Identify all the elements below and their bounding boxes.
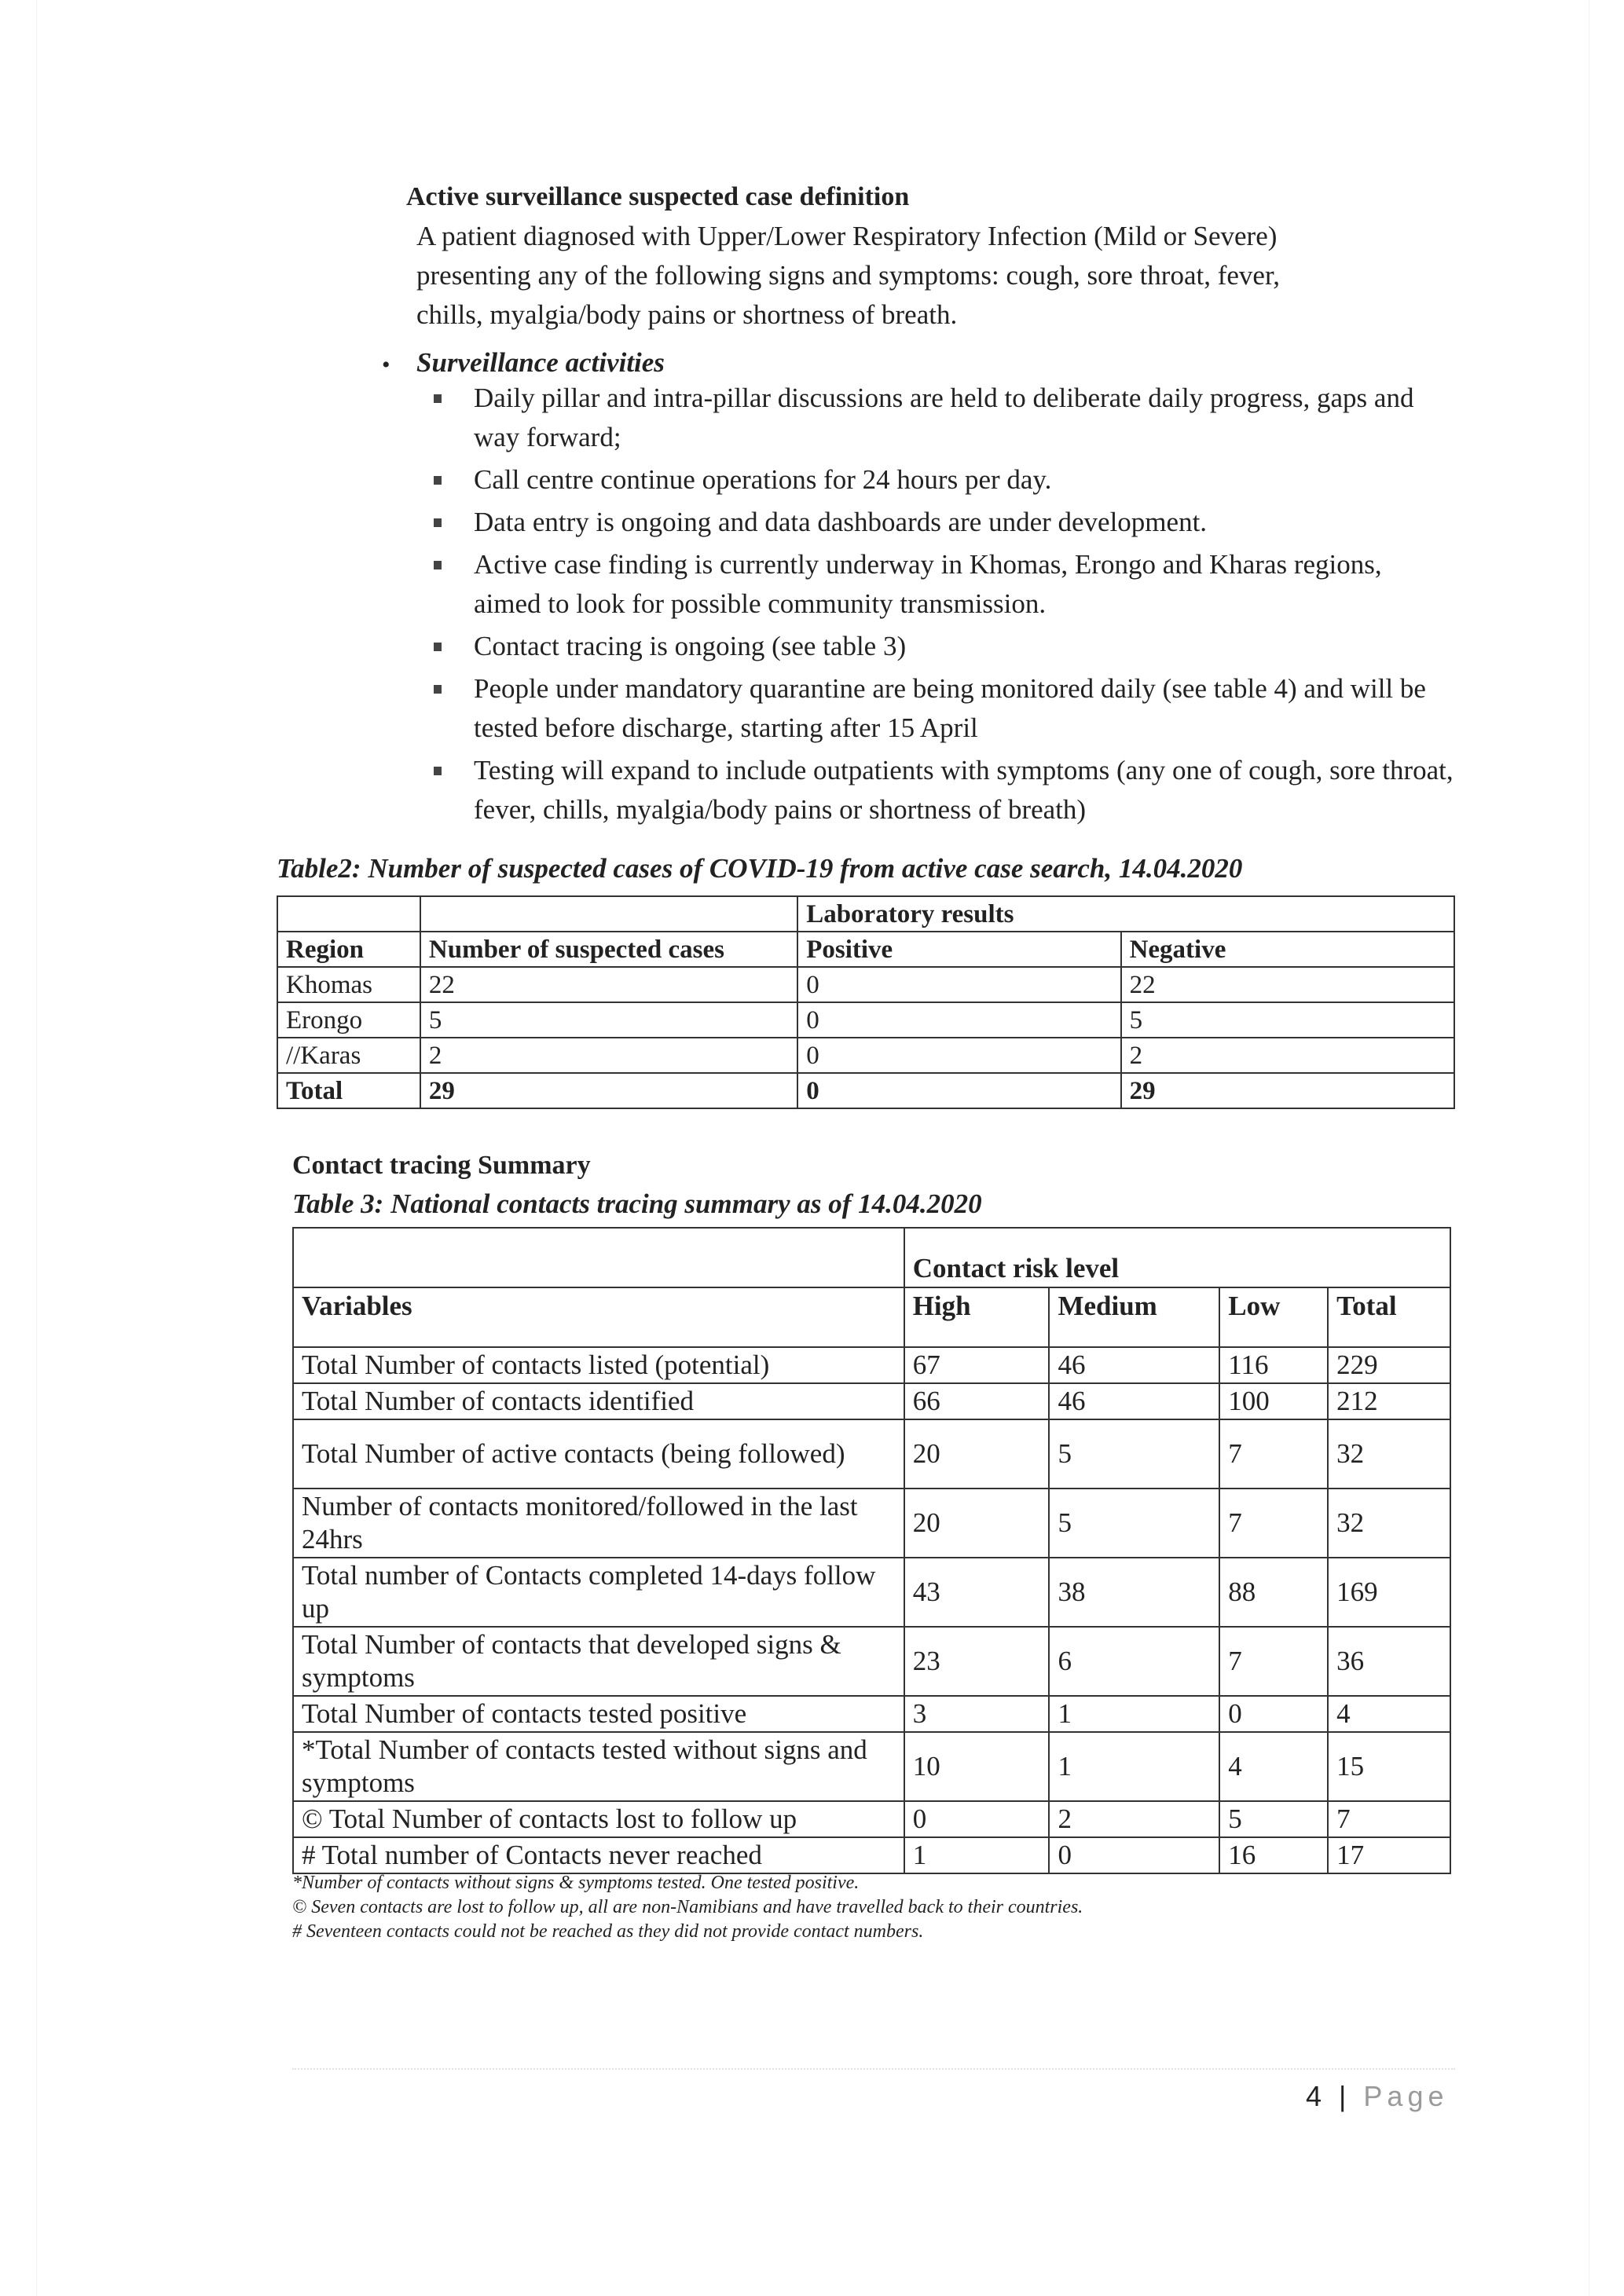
table-cell: 1 xyxy=(904,1837,1050,1873)
footnote: # Seventeen contacts could not be reached as they did not provide contact numbers. xyxy=(292,1921,924,1942)
table3-caption: Table 3: National contacts tracing summary as of 14.04.2020 xyxy=(292,1188,982,1219)
table-cell: 5 xyxy=(1049,1489,1219,1558)
table3-footnotes xyxy=(292,1871,1471,1944)
square-bullet-icon xyxy=(434,476,442,485)
variable-label-cell: Total number of Contacts completed 14-days follow up xyxy=(293,1558,904,1627)
table-cell: 0 xyxy=(1049,1837,1219,1873)
table-cell: 10 xyxy=(904,1732,1050,1801)
table-cell: 5 xyxy=(1219,1801,1328,1837)
table-cell: 0 xyxy=(1219,1696,1328,1732)
column-header: Positive xyxy=(797,932,1120,967)
table-cell: 6 xyxy=(1049,1627,1219,1696)
risk-level-group-header: Contact risk level xyxy=(904,1228,1450,1287)
table-cell: 15 xyxy=(1328,1732,1450,1801)
table-header-row xyxy=(277,932,1454,967)
table-cell: 32 xyxy=(1328,1489,1450,1558)
column-header: Medium xyxy=(1049,1287,1219,1347)
square-bullet-icon xyxy=(434,767,442,775)
table-cell: Total xyxy=(277,1073,420,1108)
definition-line: A patient diagnosed with Upper/Lower Respiratory Infection (Mild or Severe) xyxy=(416,221,1278,251)
table-row xyxy=(293,1627,1450,1696)
page-number-separator: | xyxy=(1339,2080,1351,2112)
table-cell: 5 xyxy=(1121,1002,1454,1038)
surveillance-activities-list xyxy=(434,379,1455,833)
list-item xyxy=(434,545,1455,624)
column-header: Variables xyxy=(293,1287,904,1347)
variable-label-cell: Total Number of contacts identified xyxy=(293,1383,904,1419)
table-cell: 20 xyxy=(904,1489,1050,1558)
table-cell: 0 xyxy=(797,1073,1120,1108)
list-item-text: People under mandatory quarantine are being monitored daily (see table 4) and will be tested before discharge, starting after 15 April xyxy=(474,673,1426,743)
list-item xyxy=(434,669,1455,748)
table-row xyxy=(293,1837,1450,1873)
column-header: Total xyxy=(1328,1287,1450,1347)
definition-paragraph xyxy=(416,217,1438,335)
table-cell: 3 xyxy=(904,1696,1050,1732)
variable-label-cell: © Total Number of contacts lost to follow up xyxy=(293,1801,904,1837)
table-row xyxy=(293,1347,1450,1383)
contact-tracing-title: Contact tracing Summary xyxy=(292,1151,591,1180)
table-row xyxy=(293,1696,1450,1732)
table-cell: 229 xyxy=(1328,1347,1450,1383)
contact-tracing-table xyxy=(292,1227,1451,1874)
square-bullet-icon xyxy=(434,561,442,569)
table-cell: 169 xyxy=(1328,1558,1450,1627)
variable-label-cell: Total Number of contacts tested positive xyxy=(293,1696,904,1732)
column-header: Negative xyxy=(1121,932,1454,967)
table-cell: 4 xyxy=(1219,1732,1328,1801)
table-cell: 7 xyxy=(1219,1489,1328,1558)
table-cell: 22 xyxy=(1121,967,1454,1002)
column-header: Low xyxy=(1219,1287,1328,1347)
table-cell: 17 xyxy=(1328,1837,1450,1873)
table-row xyxy=(293,1732,1450,1801)
table2-caption: Table2: Number of suspected cases of COVID-19 from active case search, 14.04.2020 xyxy=(277,853,1243,884)
table-total-row xyxy=(277,1073,1454,1108)
list-item-text: Data entry is ongoing and data dashboards are under development. xyxy=(474,507,1208,537)
footer-divider xyxy=(292,2068,1455,2071)
table-cell: //Karas xyxy=(277,1038,420,1073)
variable-label-cell: *Total Number of contacts tested without signs and symptoms xyxy=(293,1732,904,1801)
column-header: High xyxy=(904,1287,1050,1347)
table-cell: 7 xyxy=(1219,1419,1328,1489)
bullet-icon: • xyxy=(382,352,390,378)
list-item-text: Call centre continue operations for 24 hours per day. xyxy=(474,464,1052,495)
column-header: Number of suspected cases xyxy=(420,932,797,967)
surveillance-heading: Surveillance activities xyxy=(416,347,665,378)
table-cell: 46 xyxy=(1049,1383,1219,1419)
page-label: Page xyxy=(1363,2080,1449,2112)
lab-results-group-header: Laboratory results xyxy=(797,896,1454,932)
list-item xyxy=(434,503,1455,542)
table-cell: 66 xyxy=(904,1383,1050,1419)
table-row xyxy=(293,1419,1450,1489)
scan-edge-left xyxy=(36,0,37,2296)
table-row xyxy=(293,1383,1450,1419)
square-bullet-icon xyxy=(434,643,442,651)
table-header-row xyxy=(277,896,1454,932)
table-row xyxy=(277,1038,1454,1073)
list-item xyxy=(434,627,1455,666)
table-cell: 67 xyxy=(904,1347,1050,1383)
table-cell: 16 xyxy=(1219,1837,1328,1873)
list-item xyxy=(434,460,1455,500)
table-cell: 7 xyxy=(1328,1801,1450,1837)
square-bullet-icon xyxy=(434,394,442,403)
table-cell: 5 xyxy=(1049,1419,1219,1489)
table-cell: 29 xyxy=(420,1073,797,1108)
table-cell: 2 xyxy=(420,1038,797,1073)
table-cell: 88 xyxy=(1219,1558,1328,1627)
page-number xyxy=(1306,2080,1449,2113)
table-cell: 212 xyxy=(1328,1383,1450,1419)
contact-tracing-table-body xyxy=(293,1347,1450,1873)
footnote: *Number of contacts without signs & symptoms tested. One tested positive. xyxy=(292,1873,860,1893)
table-cell: 20 xyxy=(904,1419,1050,1489)
footnote: © Seven contacts are lost to follow up, all are non-Namibians and have travelled back to their countries. xyxy=(292,1897,1083,1917)
list-item-text: Daily pillar and intra-pillar discussions are held to deliberate daily progress, gaps and way forward; xyxy=(474,383,1414,452)
table-row xyxy=(277,967,1454,1002)
header-cell-empty xyxy=(277,896,420,932)
table-cell: 0 xyxy=(904,1801,1050,1837)
variable-label-cell: Number of contacts monitored/followed in the last 24hrs xyxy=(293,1489,904,1558)
definition-heading: Active surveillance suspected case definition xyxy=(406,182,910,211)
table-cell: 4 xyxy=(1328,1696,1450,1732)
table-cell: 0 xyxy=(797,967,1120,1002)
table-cell: 36 xyxy=(1328,1627,1450,1696)
table-cell: 29 xyxy=(1121,1073,1454,1108)
table-cell: 2 xyxy=(1121,1038,1454,1073)
table-header-row xyxy=(293,1228,1450,1287)
list-item xyxy=(434,379,1455,457)
definition-line: presenting any of the following signs and symptoms: cough, sore throat, fever, xyxy=(416,260,1280,291)
table-row xyxy=(277,1002,1454,1038)
square-bullet-icon xyxy=(434,685,442,694)
table-row xyxy=(293,1558,1450,1627)
list-item xyxy=(434,751,1455,829)
list-item-text: Testing will expand to include outpatients with symptoms (any one of cough, sore throat, fever, chills, myalgia/body pains or shortness of breath) xyxy=(474,755,1454,825)
table-cell: 38 xyxy=(1049,1558,1219,1627)
table-cell: 0 xyxy=(797,1002,1120,1038)
table-cell: 22 xyxy=(420,967,797,1002)
table-row xyxy=(293,1489,1450,1558)
variable-label-cell: # Total number of Contacts never reached xyxy=(293,1837,904,1873)
column-header: Region xyxy=(277,932,420,967)
header-cell-empty xyxy=(293,1228,904,1287)
table-cell: 1 xyxy=(1049,1696,1219,1732)
table-cell: 5 xyxy=(420,1002,797,1038)
suspected-cases-table xyxy=(277,895,1455,1109)
table-cell: Erongo xyxy=(277,1002,420,1038)
table-cell: 2 xyxy=(1049,1801,1219,1837)
square-bullet-icon xyxy=(434,518,442,527)
table-cell: 7 xyxy=(1219,1627,1328,1696)
list-item-text: Active case finding is currently underway in Khomas, Erongo and Kharas regions, aimed to look for possible community transmission. xyxy=(474,549,1382,619)
table-cell: 0 xyxy=(797,1038,1120,1073)
table-cell: 23 xyxy=(904,1627,1050,1696)
table-cell: Khomas xyxy=(277,967,420,1002)
list-item-text: Contact tracing is ongoing (see table 3) xyxy=(474,631,907,661)
table-cell: 1 xyxy=(1049,1732,1219,1801)
table-cell: 46 xyxy=(1049,1347,1219,1383)
page-number-value: 4 xyxy=(1306,2080,1327,2112)
definition-line: chills, myalgia/body pains or shortness of breath. xyxy=(416,299,958,330)
variable-label-cell: Total Number of active contacts (being followed) xyxy=(293,1419,904,1489)
table-cell: 43 xyxy=(904,1558,1050,1627)
table-cell: 100 xyxy=(1219,1383,1328,1419)
variable-label-cell: Total Number of contacts listed (potential) xyxy=(293,1347,904,1383)
table-cell: 116 xyxy=(1219,1347,1328,1383)
variable-label-cell: Total Number of contacts that developed signs & symptoms xyxy=(293,1627,904,1696)
table-row xyxy=(293,1801,1450,1837)
header-cell-empty xyxy=(420,896,797,932)
table-header-row xyxy=(293,1287,1450,1347)
table-cell: 32 xyxy=(1328,1419,1450,1489)
